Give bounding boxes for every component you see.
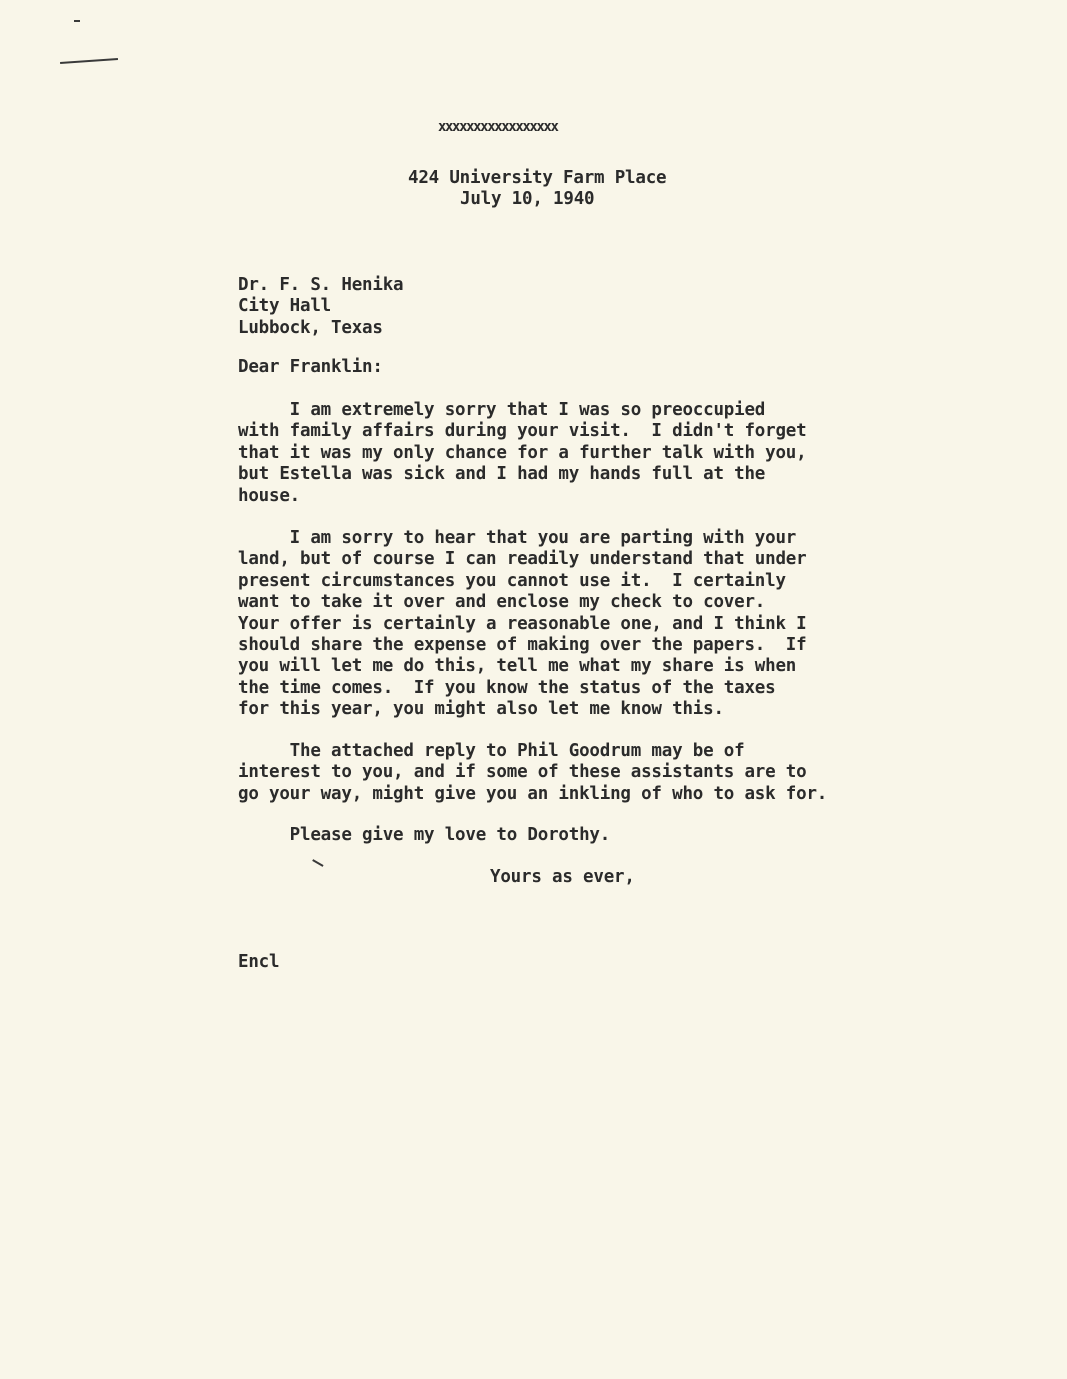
pencil-mark — [60, 58, 118, 64]
pencil-mark — [74, 20, 80, 22]
sender-address: 424 University Farm Place — [408, 168, 667, 188]
salutation: Dear Franklin: — [238, 357, 383, 377]
struck-out-line: xxxxxxxxxxxxxxxxx — [438, 119, 558, 135]
pencil-mark — [312, 859, 323, 866]
body-paragraph-4: Please give my love to Dorothy. — [238, 825, 611, 845]
body-paragraph-2: I am sorry to hear that you are parting with your land, but of course I can readily understand that under present circumstances you cannot use it. I certainly want to take it over and enclose my check to cover. Your offer is certainly a reasonable one, and I think I should share the expense of making over the papers. If you will let me do this, tell me what my share is when the time comes. If you know the status of the taxes for this year, you might also let me know this. — [238, 528, 807, 720]
complimentary-close: Yours as ever, — [490, 867, 635, 887]
recipient-city: Lubbock, Texas — [238, 317, 383, 338]
letter-date: July 10, 1940 — [460, 189, 595, 209]
enclosure-note: Encl — [238, 952, 280, 972]
recipient-street: City Hall — [238, 296, 332, 317]
recipient-address — [238, 275, 403, 339]
recipient-name: Dr. F. S. Henika — [238, 275, 404, 295]
body-paragraph-1: I am extremely sorry that I was so preoccupied with family affairs during your visit. I didn't forget that it was my only chance for a further talk with you, but Estella was sick and I had my hands full at the house. — [238, 400, 807, 506]
body-paragraph-3: The attached reply to Phil Goodrum may be of interest to you, and if some of these assistants are to go your way, might give you an inkling of who to ask for. — [238, 741, 828, 804]
